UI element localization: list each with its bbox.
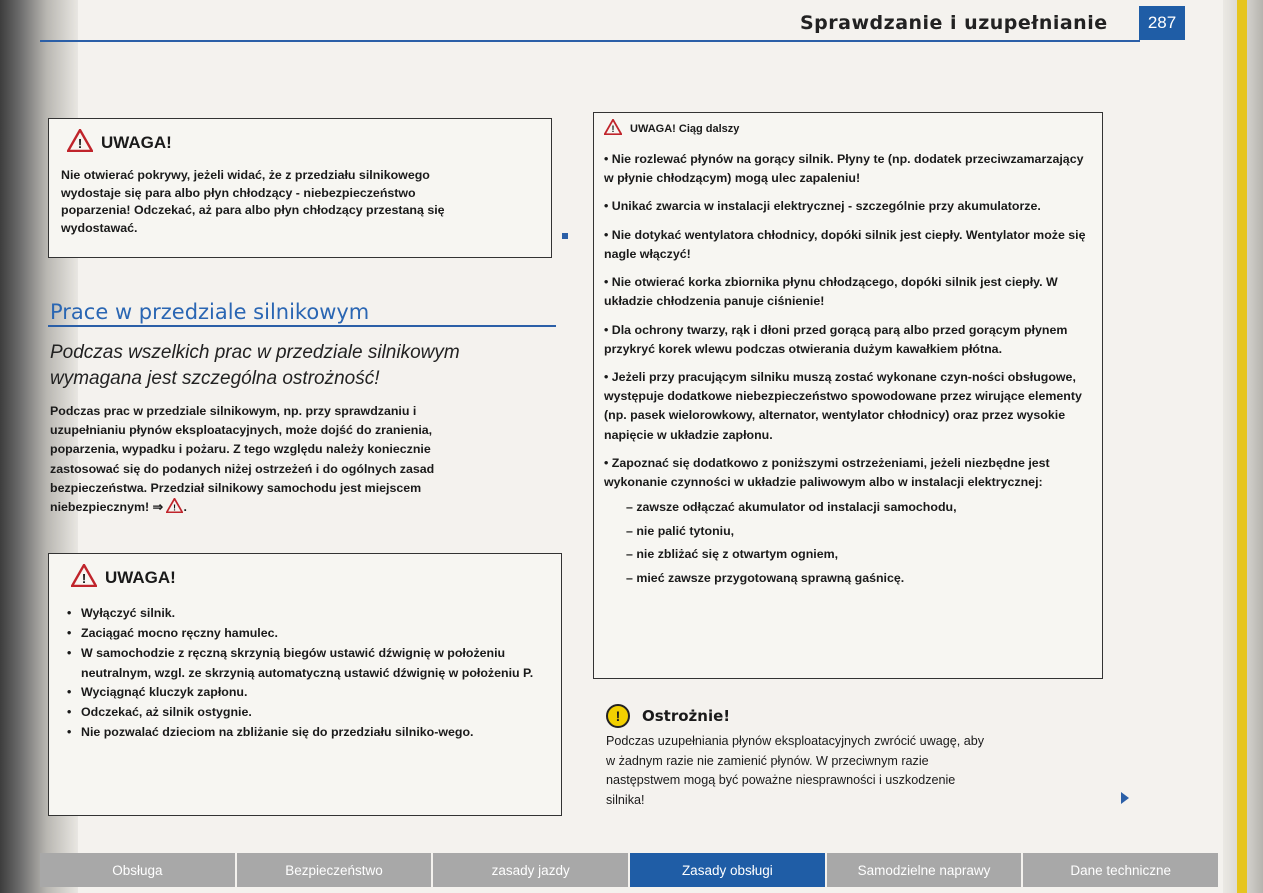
- caution-line: następstwem mogą być poważne niesprawności i uszkodzenie: [606, 773, 956, 788]
- caution-text: [606, 732, 1116, 810]
- tab-samodzielne-naprawy[interactable]: Samodzielne naprawy: [827, 853, 1022, 887]
- list-item: • Wyciągnąć kluczyk zapłonu.: [61, 683, 549, 703]
- svg-text:!: !: [611, 124, 615, 135]
- body-line: Podczas prac w przedziale silnikowym, np. przy sprawdzaniu i: [50, 404, 417, 418]
- warning-box-steam: [48, 118, 552, 258]
- section-rule: [48, 325, 556, 327]
- caution-line: Podczas uzupełniania płynów eksploatacyjnych zwrócić uwagę, aby: [606, 734, 985, 748]
- tab-zasady-jazdy[interactable]: zasady jazdy: [433, 853, 628, 887]
- next-page-arrow-icon[interactable]: [1121, 792, 1129, 804]
- body-line: zastosować się do podanych niżej ostrzeżeń i do ogólnych zasad: [50, 461, 435, 476]
- svg-text:!: !: [173, 502, 177, 513]
- sub-list-item-text: mieć zawsze przygotowaną sprawną gaśnicę.: [636, 570, 905, 585]
- list-item-text: Jeżeli przy pracującym silniku muszą zostać wykonane czyn-ności obsługowe, występuje dodatkowe niebezpieczeństwo spowodowane przez wirujące elementy (np. pasek wielorowkowy, alternator, wentylator chłodnicy) oraz przez wysokie napięcie w układzie zapłonu.: [604, 369, 1082, 442]
- caution-line: silnika!: [606, 792, 645, 807]
- list-item: • Nie rozlewać płynów na gorący silnik. Płyny te (np. dodatek przeciwzamarzający w płynie chłodzącym) mogą ulec zapaleniu!: [604, 152, 1084, 186]
- warning-line: wydostawać.: [61, 220, 138, 235]
- list-item: • Odczekać, aż silnik ostygnie.: [61, 703, 549, 723]
- sub-list-item: – nie palić tytoniu,: [626, 523, 735, 538]
- list-item: • Zaciągać mocno ręczny hamulec.: [61, 624, 549, 644]
- list-item-text: Nie rozlewać płynów na gorący silnik. Płyny te (np. dodatek przeciwzamarzający w płynie chłodzącym) mogą ulec zapaleniu!: [604, 152, 1084, 186]
- body-line-text: niebezpiecznym! ⇒: [50, 500, 163, 515]
- sub-list-item-text: nie zbliżać się z otwartym ogniem,: [636, 547, 839, 562]
- caution-title: Ostrożnie!: [642, 707, 731, 725]
- warning-header: [67, 129, 539, 157]
- header-rule: [40, 40, 1140, 42]
- list-item: • Nie pozwalać dzieciom na zbliżanie się do przedziału silniko-wego.: [61, 723, 549, 743]
- body-line: bezpieczeństwa. Przedział silnikowy samochodu jest miejscem: [50, 480, 422, 495]
- exclamation-circle-icon: !: [606, 704, 630, 728]
- chapter-tabs: [40, 853, 1220, 887]
- list-item-text: Unikać zwarcia w instalacji elektrycznej - szczególnie przy akumulatorze.: [611, 199, 1041, 214]
- warning-title: UWAGA! Ciąg dalszy: [630, 122, 740, 135]
- tab-dane-techniczne[interactable]: Dane techniczne: [1023, 853, 1218, 887]
- sub-list-item-text: nie palić tytoniu,: [636, 523, 735, 538]
- warning-header: [604, 119, 1092, 138]
- list-item: • Unikać zwarcia w instalacji elektrycznej - szczególnie przy akumulatorze.: [604, 199, 1041, 214]
- warning-title: UWAGA!: [105, 568, 176, 587]
- warning-line: Nie otwierać pokrywy, jeżeli widać, że z przedziału silnikowego: [61, 168, 430, 182]
- section-title: Prace w przedziale silnikowym: [50, 300, 370, 324]
- warning-triangle-icon: [604, 119, 622, 138]
- warning-header: [71, 564, 549, 592]
- period: .: [183, 500, 187, 515]
- list-item: • Dla ochrony twarzy, rąk i dłoni przed gorącą parą albo przed gorącym płynem przykryć korek wlewu podczas otwierania dużym kawałkiem płótna.: [604, 322, 1068, 356]
- intro-line: Podczas wszelkich prac w przedziale silnikowym: [50, 342, 460, 363]
- chapter-color-strip: [1237, 0, 1247, 893]
- sub-list-item: – zawsze odłączać akumulator od instalacji samochodu,: [626, 500, 957, 515]
- tab-obsluga[interactable]: Obsługa: [40, 853, 235, 887]
- section-intro: [50, 340, 540, 391]
- page-number: 287: [1139, 6, 1185, 40]
- warning-list: [61, 604, 549, 743]
- list-item-text: Nie dotykać wentylatora chłodnicy, dopóki silnik jest ciepły. Wentylator może się nagle włączyć!: [604, 227, 1086, 261]
- warning-triangle-icon: [166, 500, 183, 514]
- warning-text: [61, 167, 539, 237]
- warning-box-continued: [593, 112, 1103, 679]
- body-line-last: [50, 498, 546, 517]
- tab-bezpieczenstwo[interactable]: Bezpieczeństwo: [237, 853, 432, 887]
- list-item: • W samochodzie z ręczną skrzynią biegów ustawić dźwignię w położeniu neutralnym, wzgl. ze skrzynią automatyczną ustawić dźwignię w położeniu P.: [61, 644, 549, 684]
- sub-list-item: – nie zbliżać się z otwartym ogniem,: [626, 547, 839, 562]
- warning-triangle-icon: [67, 129, 93, 157]
- end-of-section-marker: [562, 233, 568, 239]
- list-item: • Nie dotykać wentylatora chłodnicy, dopóki silnik jest ciepły. Wentylator może się nagle włączyć!: [604, 227, 1086, 261]
- list-item: • Jeżeli przy pracującym silniku muszą zostać wykonane czyn-ności obsługowe, występuje dodatkowe niebezpieczeństwo spowodowane przez wirujące elementy (np. pasek wielorowkowy, alternator, wentylator chłodnicy) oraz przez wysokie napięcie w układzie zapłonu.: [604, 369, 1082, 442]
- caution-header: [606, 704, 730, 728]
- warning-title: UWAGA!: [101, 133, 172, 152]
- list-item: • Wyłączyć silnik.: [61, 604, 549, 624]
- body-line: uzupełnianiu płynów eksploatacyjnych, może dojść do zranienia,: [50, 423, 433, 438]
- warning-triangle-icon: [71, 564, 97, 592]
- warning-line: wydostaje się para albo płyn chłodzący - niebezpieczeństwo: [61, 185, 416, 200]
- warning-box-checklist: [48, 553, 562, 816]
- list-item-text: Zapoznać się dodatkowo z poniższymi ostrzeżeniami, jeżeli niezbędne jest wykonanie czynności w układzie paliwowym albo w instalacji elektrycznej:: [604, 455, 1050, 490]
- body-line: poparzenia, wypadku i pożaru. Z tego względu należy koniecznie: [50, 442, 431, 457]
- list-item: • Nie otwierać korka zbiornika płynu chłodzącego, dopóki silnik jest ciepły. W układzie chłodzenia panuje ciśnienie!: [604, 275, 1058, 309]
- section-body: [50, 402, 546, 517]
- list-item-text: Nie otwierać korka zbiornika płynu chłodzącego, dopóki silnik jest ciepły. W układzie chłodzenia panuje ciśnienie!: [604, 275, 1058, 309]
- list-item: • Zapoznać się dodatkowo z poniższymi ostrzeżeniami, jeżeli niezbędne jest wykonanie czynności w układzie paliwowym albo w instalacji elektrycznej:: [604, 455, 1050, 490]
- sub-list-item-text: zawsze odłączać akumulator od instalacji samochodu,: [636, 500, 957, 515]
- tab-zasady-obslugi[interactable]: Zasady obsługi: [630, 853, 825, 887]
- intro-line: wymagana jest szczególna ostrożność!: [50, 367, 380, 389]
- svg-text:!: !: [81, 571, 87, 586]
- warning-line: poparzenia! Odczekać, aż para albo płyn chłodzący przestaną się: [61, 203, 445, 218]
- list-item-text: Dla ochrony twarzy, rąk i dłoni przed gorącą parą albo przed gorącym płynem przykryć korek wlewu podczas otwierania dużym kawałkiem płótna.: [604, 322, 1068, 356]
- running-header-title: Sprawdzanie i uzupełnianie: [800, 12, 1108, 34]
- caution-line: w żadnym razie nie zamienić płynów. W przeciwnym razie: [606, 753, 929, 768]
- sub-list-item: – mieć zawsze przygotowaną sprawną gaśnicę.: [626, 570, 905, 585]
- svg-text:!: !: [77, 136, 83, 151]
